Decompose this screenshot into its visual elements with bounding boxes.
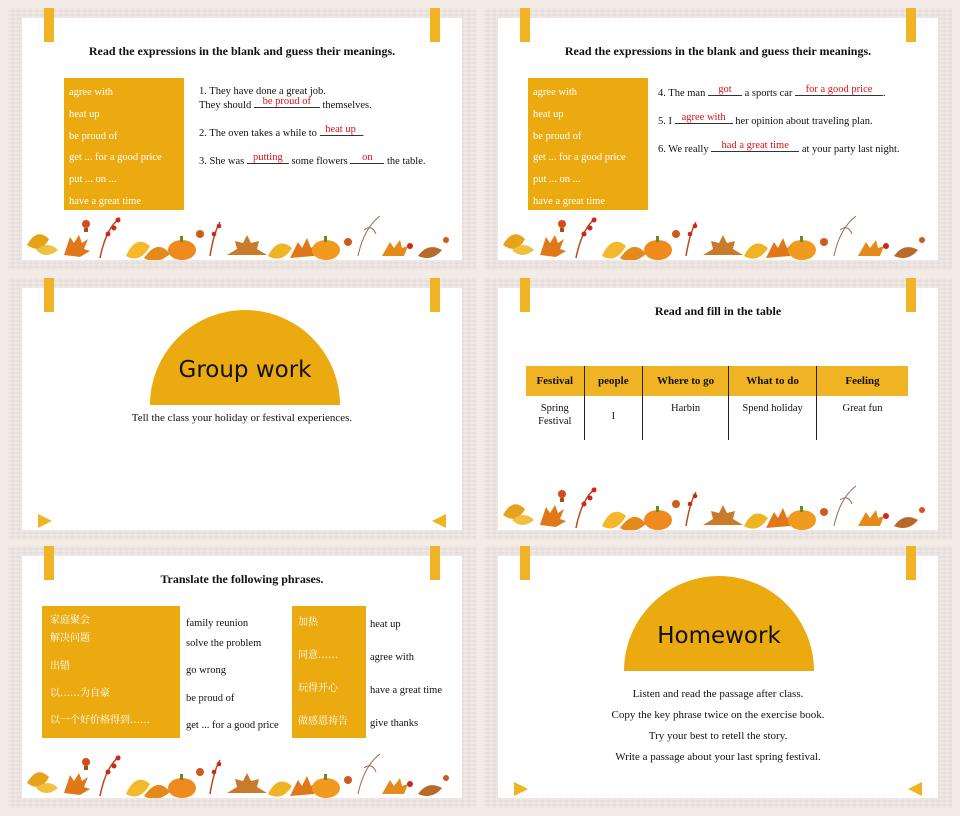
question-5: 5. I agree with her opinion about traveling plan. (658, 112, 873, 127)
chinese-phrase: 做感恩祷告 (298, 716, 348, 727)
question-4: 4. The man got a sports car for a good price . (658, 84, 886, 99)
english-phrase: give thanks (370, 718, 419, 729)
slide-title: Read and fill in the table (654, 304, 782, 318)
table-cell: Spend holiday (729, 396, 817, 440)
phrase-box (528, 78, 648, 210)
table-header: What to do (729, 366, 817, 396)
question-1b: They should be proud of themselves. (199, 96, 372, 111)
autumn-leaves-decoration (22, 738, 462, 798)
phrase-item: get ... for a good price (69, 152, 162, 164)
slide-paper (498, 18, 938, 260)
tape-tab (44, 546, 54, 580)
phrase-item: be proud of (69, 130, 118, 142)
tape-tab (520, 8, 530, 42)
tape-tab (520, 546, 530, 580)
table-cell: Spring Festival (538, 403, 572, 427)
question-2: 2. The oven takes a while to heat up . (199, 124, 365, 139)
arrow-right-icon[interactable] (38, 514, 52, 528)
chinese-phrase: 以一个好价格得到…… (50, 715, 150, 726)
english-phrase: have a great time (370, 685, 443, 696)
slide-paper (22, 288, 462, 530)
tape-tab (430, 8, 440, 42)
english-phrase: heat up (370, 619, 401, 630)
phrase-item: have a great time (69, 195, 142, 207)
answer-blank[interactable]: on (350, 153, 384, 164)
arrow-right-icon[interactable] (514, 782, 528, 796)
homework-heading: Homework (624, 576, 814, 671)
answer-blank[interactable]: for a good price (795, 85, 883, 96)
answer-blank[interactable]: got (708, 85, 742, 96)
chinese-phrase: 家庭聚会 (50, 615, 90, 626)
table-header: Festival (526, 366, 584, 396)
english-phrase: family reunion (186, 618, 249, 629)
answer-blank[interactable]: be proud of (254, 97, 320, 108)
english-phrase: agree with (370, 652, 415, 663)
slide-3[interactable] (8, 278, 476, 540)
slide-6[interactable] (484, 546, 952, 808)
english-phrase-list (186, 614, 279, 736)
question-6: 6. We really had a great time at your party last night. (658, 140, 900, 155)
phrase-item: be proud of (533, 130, 582, 142)
autumn-leaves-decoration (498, 200, 938, 260)
slide-1[interactable] (8, 8, 476, 270)
tape-tab (906, 546, 916, 580)
answer-blank[interactable]: had a great time (711, 141, 799, 152)
table-row (526, 396, 908, 440)
english-phrase-list (370, 608, 442, 740)
answer-blank[interactable]: putting (247, 153, 289, 164)
homework-item: Write a passage about your last spring festival. (615, 751, 821, 763)
tape-tab (430, 278, 440, 312)
homework-item: Try your best to retell the story. (648, 730, 788, 742)
tape-tab (520, 278, 530, 312)
table-header: Where to go (643, 366, 729, 396)
phrase-item: heat up (533, 108, 564, 120)
chinese-phrase: 加热 (298, 617, 318, 628)
chinese-phrase: 以……为自豪 (50, 688, 110, 699)
group-work-heading: Group work (150, 310, 340, 405)
slide-paper (22, 556, 462, 798)
chinese-phrase-box (42, 606, 180, 738)
slide-title: Read the expressions in the blank and guess their meanings. (88, 44, 396, 58)
tape-tab (44, 8, 54, 42)
slide-2[interactable] (484, 8, 952, 270)
chinese-phrase: 同意…… (298, 650, 338, 661)
phrase-item: get ... for a good price (533, 152, 626, 164)
phrase-item: agree with (533, 87, 578, 98)
homework-item: Copy the key phrase twice on the exercise book. (611, 709, 825, 721)
tape-tab (906, 8, 916, 42)
tape-tab (44, 278, 54, 312)
autumn-leaves-decoration (22, 200, 462, 260)
chinese-phrase: 出错 (50, 661, 70, 672)
homework-item: Listen and read the passage after class. (632, 688, 804, 700)
question-3: 3. She was putting some flowers on the table. (199, 152, 426, 167)
festival-table (526, 366, 908, 440)
tape-tab (430, 546, 440, 580)
autumn-leaves-decoration (498, 470, 938, 530)
phrase-item: put ... on ... (533, 174, 581, 186)
english-phrase: solve the problem (186, 637, 262, 649)
arrow-left-icon[interactable] (432, 514, 446, 528)
phrase-item: put ... on ... (69, 174, 117, 186)
slide-paper (498, 556, 938, 798)
table-header: people (584, 366, 642, 396)
slide-title: Translate the following phrases. (160, 572, 324, 586)
phrase-item: heat up (69, 108, 100, 120)
table-cell: Great fun (817, 396, 908, 440)
table-header: Feeling (817, 366, 908, 396)
english-phrase: go wrong (186, 665, 226, 676)
slide-title: Read the expressions in the blank and guess their meanings. (564, 44, 872, 58)
slide-paper (22, 18, 462, 260)
slide-5[interactable] (8, 546, 476, 808)
chinese-phrase-box (292, 606, 366, 738)
chinese-phrase: 解决问题 (50, 633, 90, 644)
slide-paper (498, 288, 938, 530)
tape-tab (906, 278, 916, 312)
english-phrase: get ... for a good price (186, 720, 279, 731)
question-1a: 1. They have done a great job. (199, 86, 326, 97)
phrase-box (64, 78, 184, 210)
phrase-item: agree with (69, 87, 114, 98)
answer-blank[interactable]: agree with (675, 113, 733, 124)
arrow-left-icon[interactable] (908, 782, 922, 796)
group-work-text: Tell the class your holiday or festival experiences. (131, 412, 353, 424)
english-phrase: be proud of (186, 692, 235, 704)
table-cell: Harbin (643, 396, 729, 440)
homework-list (498, 684, 938, 768)
slide-4[interactable] (484, 278, 952, 540)
chinese-phrase: 玩得开心 (298, 683, 338, 694)
answer-blank[interactable]: heat up (320, 125, 362, 136)
phrase-item: have a great time (533, 195, 606, 207)
table-cell: I (584, 396, 642, 440)
